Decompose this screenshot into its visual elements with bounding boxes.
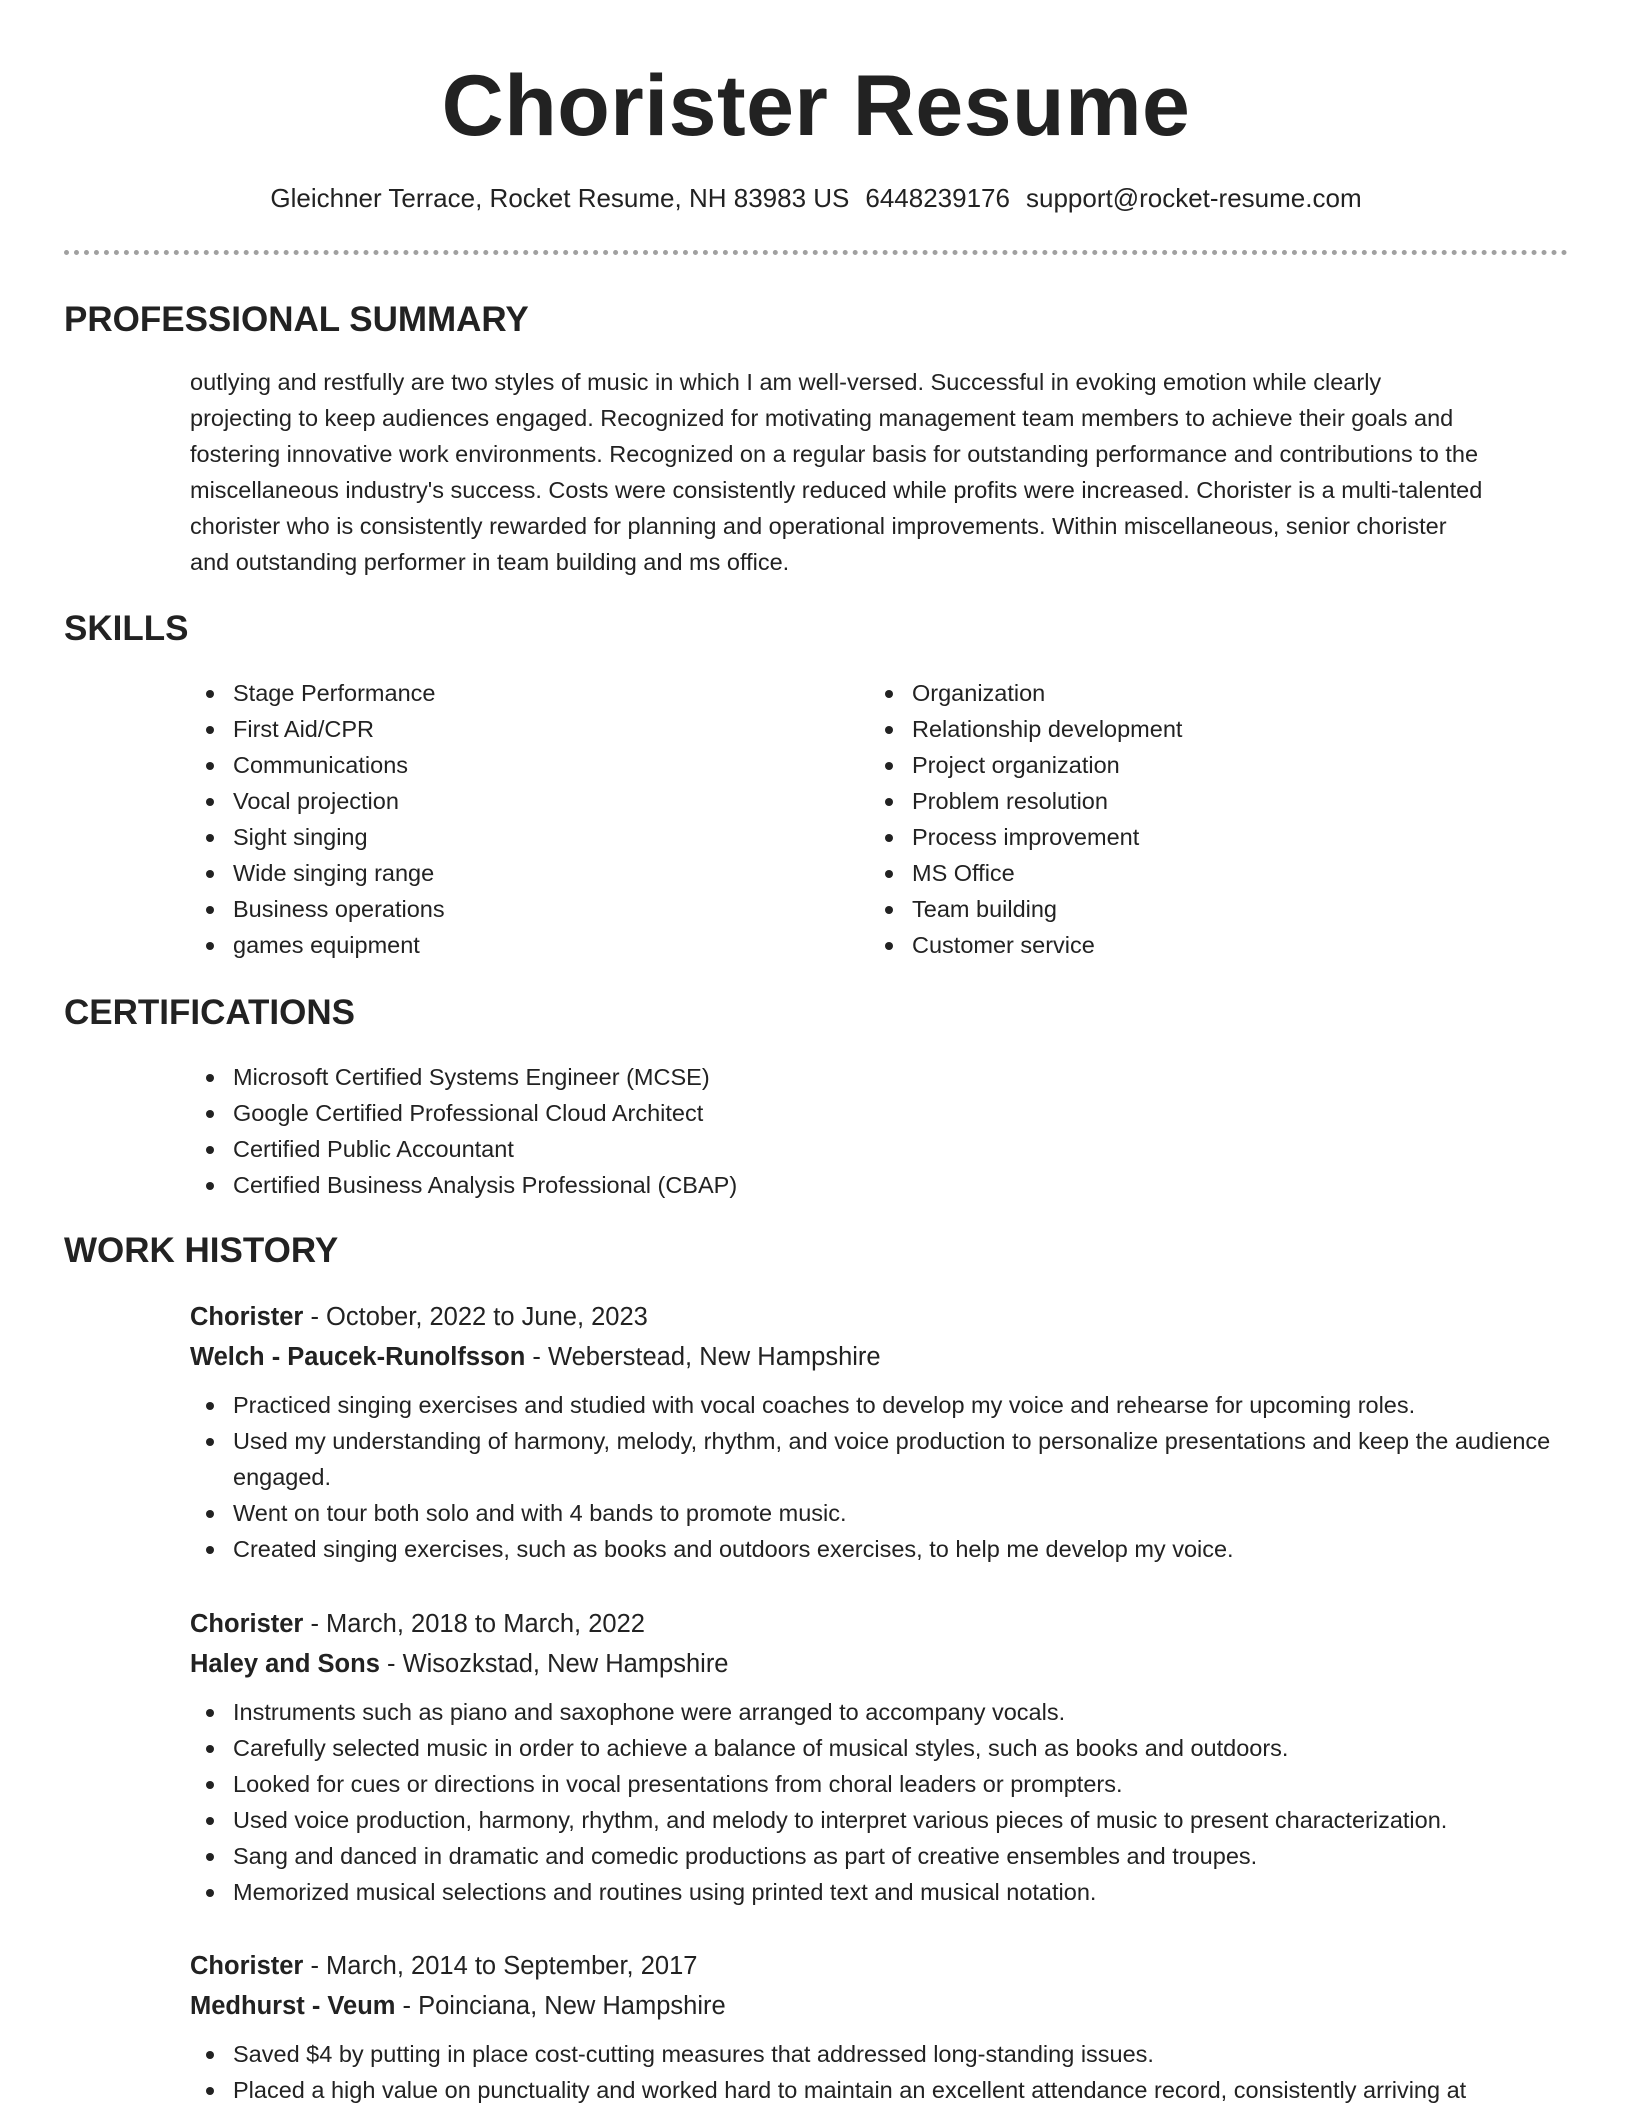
certification-item — [190, 1131, 1570, 1167]
bullet-icon — [206, 1402, 214, 1410]
bullet-icon — [885, 906, 893, 914]
bullet-icon — [206, 726, 214, 734]
job-bullet — [190, 1495, 1570, 1531]
skill-item — [190, 927, 810, 963]
skill-item — [190, 855, 810, 891]
certifications-list — [190, 1059, 1570, 1203]
job-bullet-text: Memorized musical selections and routines using printed text and musical notation. — [233, 1879, 1097, 1905]
bullet-icon — [206, 1709, 214, 1717]
job-bullet — [190, 1766, 1570, 1802]
bullet-icon — [206, 870, 214, 878]
job-bullets — [190, 2036, 1570, 2108]
certification-label: Certified Business Analysis Professional (CBAP) — [233, 1172, 738, 1198]
bullet-icon — [885, 834, 893, 842]
job-bullet-text: Saved $4 by putting in place cost-cutting measures that addressed long-standing issues. — [233, 2041, 1154, 2067]
job-company: Welch - Paucek-Runolfsson — [190, 1343, 526, 1371]
job-bullet-text: Practiced singing exercises and studied with vocal coaches to develop my voice and rehearse for upcoming roles. — [233, 1392, 1416, 1418]
skill-label: Customer service — [912, 932, 1095, 958]
job-title-line — [190, 1604, 1570, 1644]
job-bullet-text: Used my understanding of harmony, melody, rhythm, and voice production to personalize presentations and keep the audience engaged. — [233, 1428, 1551, 1490]
job-bullet-text: Instruments such as piano and saxophone were arranged to accompany vocals. — [233, 1699, 1066, 1725]
job-entry — [190, 1946, 1570, 2108]
bullet-icon — [206, 906, 214, 914]
job-company-line — [190, 1337, 1570, 1377]
skill-label: First Aid/CPR — [233, 716, 375, 742]
skills-list-left — [190, 675, 810, 963]
certification-label: Certified Public Accountant — [233, 1136, 514, 1162]
skill-item — [869, 783, 1489, 819]
job-location: - Wisozkstad, New Hampshire — [379, 1650, 729, 1678]
job-bullet — [190, 1423, 1570, 1495]
job-company: Medhurst - Veum — [190, 1992, 396, 2020]
job-title-line — [190, 1946, 1570, 1986]
skill-item — [869, 747, 1489, 783]
bullet-icon — [206, 690, 214, 698]
bullet-icon — [885, 870, 893, 878]
summary-line: projecting to keep audiences engaged. Recognized for motivating management team members to achieve their goals and — [190, 405, 1454, 431]
contact-email[interactable]: support@rocket-resume.com — [1025, 183, 1362, 213]
bullet-icon — [206, 1745, 214, 1753]
bullet-icon — [206, 834, 214, 842]
summary-line: and outstanding performer in team building and ms office. — [190, 549, 790, 575]
bullet-icon — [885, 942, 893, 950]
skills-heading: SKILLS — [64, 609, 189, 648]
summary-line: outlying and restfully are two styles of music in which I am well-versed. Successful in evoking emotion while clearly — [190, 369, 1382, 395]
certification-item — [190, 1059, 1570, 1095]
summary-heading: PROFESSIONAL SUMMARY — [64, 300, 529, 339]
job-entry — [190, 1604, 1570, 1910]
bullet-icon — [206, 2087, 214, 2095]
job-company-line — [190, 1644, 1570, 1684]
job-location: - Poinciana, New Hampshire — [395, 1992, 726, 2020]
contact-line — [0, 180, 1632, 216]
skill-item — [190, 675, 810, 711]
bullet-icon — [206, 1510, 214, 1518]
bullet-icon — [206, 942, 214, 950]
bullet-icon — [885, 798, 893, 806]
skill-label: Vocal projection — [233, 788, 399, 814]
skill-item — [190, 747, 810, 783]
job-title: Chorister — [190, 1610, 304, 1638]
skill-label: Wide singing range — [233, 860, 435, 886]
skill-item — [869, 675, 1489, 711]
job-bullet — [190, 1531, 1570, 1567]
job-dates: - October, 2022 to June, 2023 — [303, 1303, 648, 1331]
certification-label: Microsoft Certified Systems Engineer (MCSE) — [233, 1064, 710, 1090]
bullet-icon — [206, 1781, 214, 1789]
bullet-icon — [206, 1074, 214, 1082]
job-bullet — [190, 1838, 1570, 1874]
contact-phone: 6448239176 — [865, 183, 1010, 213]
skill-label: Team building — [912, 896, 1058, 922]
certifications-heading: CERTIFICATIONS — [64, 993, 356, 1032]
summary-line: fostering innovative work environments. Recognized on a regular basis for outstanding performance and contributions to the — [190, 441, 1479, 467]
job-company: Haley and Sons — [190, 1650, 380, 1678]
job-dates: - March, 2014 to September, 2017 — [303, 1952, 698, 1980]
skill-label: Process improvement — [912, 824, 1140, 850]
skills-list-right — [869, 675, 1489, 963]
work-history-heading: WORK HISTORY — [64, 1231, 339, 1270]
skill-label: Project organization — [912, 752, 1120, 778]
skill-item — [190, 783, 810, 819]
job-bullet — [190, 1730, 1570, 1766]
bullet-icon — [206, 762, 214, 770]
job-entry — [190, 1297, 1570, 1567]
certification-item — [190, 1167, 1570, 1203]
job-bullet-text: Carefully selected music in order to achieve a balance of musical styles, such as books and outdoors. — [233, 1735, 1289, 1761]
job-title-line — [190, 1297, 1570, 1337]
summary-line: miscellaneous industry's success. Costs were consistently reduced while profits were increased. Chorister is a multi-talented — [190, 477, 1483, 503]
bullet-icon — [206, 2051, 214, 2059]
bullet-icon — [206, 1146, 214, 1154]
header-divider — [64, 250, 1568, 255]
job-bullet-text: Sang and danced in dramatic and comedic productions as part of creative ensembles and troupes. — [233, 1843, 1258, 1869]
skill-label: Organization — [912, 680, 1046, 706]
skill-item — [190, 711, 810, 747]
bullet-icon — [885, 726, 893, 734]
job-bullet — [190, 1387, 1570, 1423]
bullet-icon — [206, 1546, 214, 1554]
job-bullets — [190, 1694, 1570, 1910]
job-dates: - March, 2018 to March, 2022 — [303, 1610, 645, 1638]
job-bullet-text: Placed a high value on punctuality and worked hard to maintain an excellent attendance record, consistently arriving at — [233, 2077, 1467, 2103]
resume-title: Chorister Resume — [441, 58, 1191, 154]
bullet-icon — [206, 798, 214, 806]
job-bullet-text: Looked for cues or directions in vocal presentations from choral leaders or prompters. — [233, 1771, 1123, 1797]
bullet-icon — [885, 762, 893, 770]
skill-label: MS Office — [912, 860, 1015, 886]
bullet-icon — [206, 1889, 214, 1897]
job-bullet-text: Used voice production, harmony, rhythm, and melody to interpret various pieces of music to present characterization. — [233, 1807, 1448, 1833]
skill-item — [869, 711, 1489, 747]
job-company-line — [190, 1986, 1570, 2026]
job-bullet-text: Went on tour both solo and with 4 bands to promote music. — [233, 1500, 847, 1526]
skill-label: Problem resolution — [912, 788, 1108, 814]
job-title: Chorister — [190, 1952, 304, 1980]
job-bullet — [190, 2036, 1570, 2072]
job-bullet-text: Created singing exercises, such as books and outdoors exercises, to help me develop my voice. — [233, 1536, 1234, 1562]
bullet-icon — [206, 1110, 214, 1118]
skill-label: Stage Performance — [233, 680, 436, 706]
skill-label: Communications — [233, 752, 409, 778]
skill-label: games equipment — [233, 932, 420, 958]
contact-address: Gleichner Terrace, Rocket Resume, NH 83983 US — [270, 183, 850, 213]
job-title: Chorister — [190, 1303, 304, 1331]
job-location: - Weberstead, New Hampshire — [525, 1343, 881, 1371]
summary-line: chorister who is consistently rewarded for planning and operational improvements. Within miscellaneous, senior chorister — [190, 513, 1447, 539]
summary-text — [190, 364, 1570, 580]
skill-label: Sight singing — [233, 824, 368, 850]
skill-item — [190, 819, 810, 855]
bullet-icon — [206, 1853, 214, 1861]
skill-item — [869, 819, 1489, 855]
bullet-icon — [206, 1438, 214, 1446]
bullet-icon — [206, 1817, 214, 1825]
skill-label: Business operations — [233, 896, 445, 922]
skill-item — [869, 855, 1489, 891]
skill-label: Relationship development — [912, 716, 1183, 742]
job-bullet — [190, 1874, 1570, 1910]
job-bullet — [190, 1802, 1570, 1838]
job-bullet — [190, 1694, 1570, 1730]
certification-label: Google Certified Professional Cloud Architect — [233, 1100, 704, 1126]
bullet-icon — [206, 1182, 214, 1190]
skill-item — [869, 927, 1489, 963]
skill-item — [190, 891, 810, 927]
skill-item — [869, 891, 1489, 927]
job-bullets — [190, 1387, 1570, 1567]
bullet-icon — [885, 690, 893, 698]
certification-item — [190, 1095, 1570, 1131]
job-bullet — [190, 2072, 1570, 2108]
